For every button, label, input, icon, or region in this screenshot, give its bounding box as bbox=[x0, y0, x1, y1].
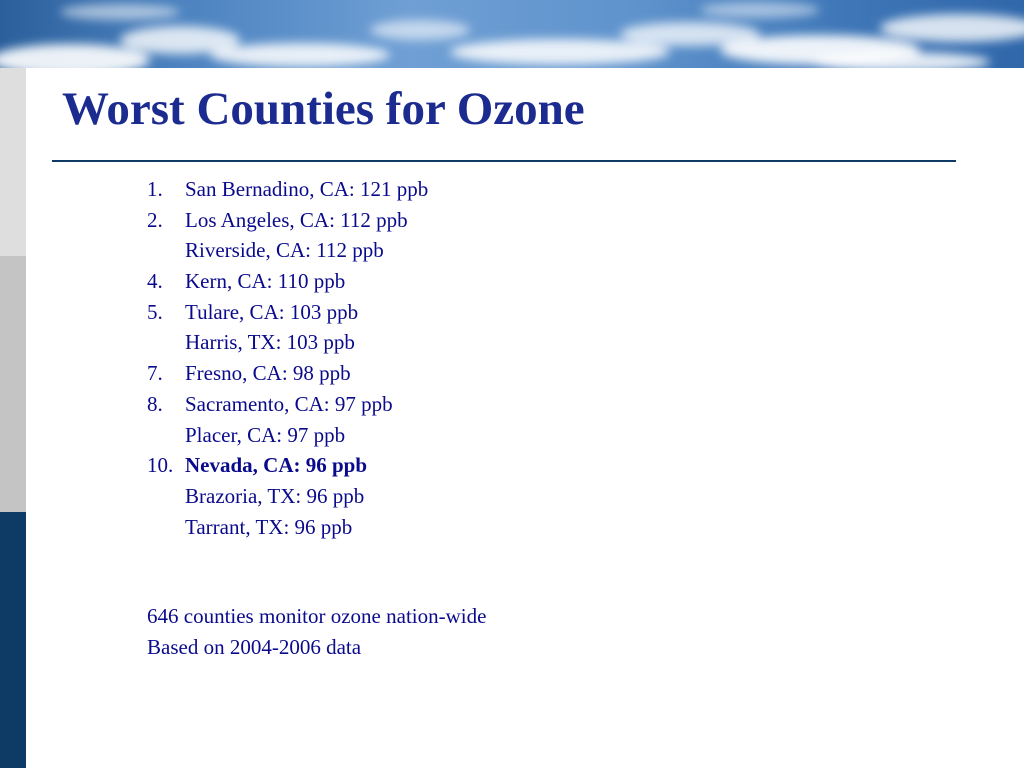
county-ranking-list bbox=[147, 174, 428, 542]
ranking-item bbox=[147, 205, 428, 236]
ranking-item bbox=[147, 266, 428, 297]
ranking-number: 10. bbox=[147, 453, 174, 478]
ranking-item bbox=[147, 450, 428, 481]
ranking-text: Placer, CA: 97 ppb bbox=[185, 422, 346, 447]
note-line: Based on 2004-2006 data bbox=[147, 635, 362, 659]
ranking-item bbox=[147, 235, 428, 266]
title-divider bbox=[52, 160, 956, 162]
footnotes bbox=[147, 601, 486, 663]
ranking-item bbox=[147, 389, 428, 420]
ranking-text: San Bernadino, CA: 121 ppb bbox=[185, 177, 429, 201]
ranking-text: Tulare, CA: 103 ppb bbox=[185, 299, 359, 324]
ranking-text: Fresno, CA: 98 ppb bbox=[185, 361, 351, 386]
left-accent-bar-light bbox=[0, 68, 26, 256]
ranking-number: 8. bbox=[147, 391, 163, 416]
clouds-graphic bbox=[0, 0, 1024, 68]
left-accent-bar-medium bbox=[0, 256, 26, 512]
ranking-text: Brazoria, TX: 96 ppb bbox=[185, 483, 365, 508]
slide-title: Worst Counties for Ozone bbox=[62, 83, 585, 135]
ranking-number: 4. bbox=[147, 269, 163, 294]
ranking-item bbox=[147, 327, 428, 358]
note-line: 646 counties monitor ozone nation-wide bbox=[147, 604, 487, 628]
ranking-number: 2. bbox=[147, 207, 163, 232]
ranking-item bbox=[147, 420, 428, 451]
ranking-item bbox=[147, 297, 428, 328]
ranking-text: Sacramento, CA: 97 ppb bbox=[185, 391, 393, 416]
ranking-item bbox=[147, 481, 428, 512]
ranking-text: Kern, CA: 110 ppb bbox=[185, 269, 346, 294]
ranking-number: 5. bbox=[147, 299, 163, 324]
ranking-number: 1. bbox=[147, 177, 163, 201]
ranking-item bbox=[147, 174, 428, 205]
ranking-text: Riverside, CA: 112 ppb bbox=[185, 238, 384, 263]
ranking-text: Harris, TX: 103 ppb bbox=[185, 330, 355, 355]
ranking-number: 7. bbox=[147, 361, 163, 386]
left-accent-bar-dark bbox=[0, 512, 26, 768]
ranking-text: Nevada, CA: 96 ppb bbox=[185, 453, 368, 478]
ranking-text: Los Angeles, CA: 112 ppb bbox=[185, 207, 408, 232]
ranking-item bbox=[147, 358, 428, 389]
sky-banner-image bbox=[0, 0, 1024, 68]
ranking-item bbox=[147, 512, 428, 543]
ranking-text: Tarrant, TX: 96 ppb bbox=[185, 514, 353, 539]
